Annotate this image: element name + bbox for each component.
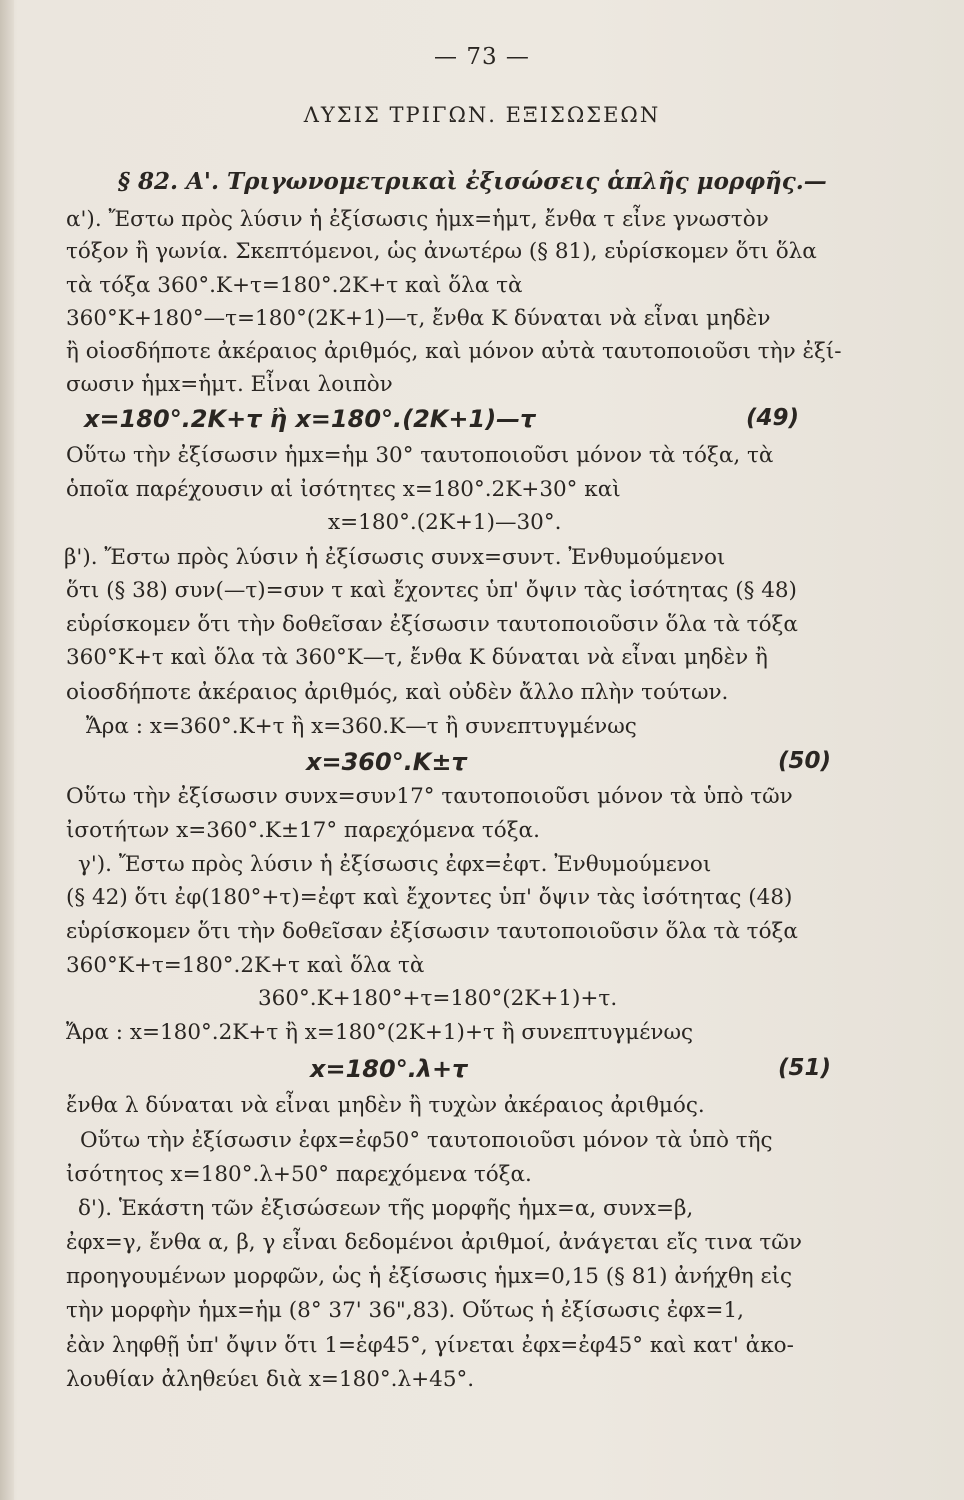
text-line: λουθίαν ἀληθεύει διὰ x=180°.λ+45°. xyxy=(66,1367,475,1392)
text-line: 360°.Κ+180°+τ=180°(2Κ+1)+τ. xyxy=(258,986,618,1011)
text-line: εὑρίσκομεν ὅτι τὴν δοθεῖσαν ἐξίσωσιν ταυτοποιοῦσιν ὅλα τὰ τόξα xyxy=(66,919,798,944)
text-line: Οὕτω τὴν ἐξίσωσιν συνx=συν17° ταυτοποιοῦσι μόνον τὰ ὑπὸ τῶν xyxy=(66,784,793,809)
page-number: — 73 — xyxy=(434,44,530,70)
equation-number-50: (50) xyxy=(778,748,832,774)
text-line: οἱοσδήποτε ἀκέραιος ἀριθμός, καὶ οὐδὲν ἄλλο πλὴν τούτων. xyxy=(66,680,729,705)
text-line: (§ 42) ὅτι ἐφ(180°+τ)=ἐφτ καὶ ἔχοντες ὑπ' ὄψιν τὰς ἰσότητας (48) xyxy=(66,885,793,910)
text-line: ἐφx=γ, ἔνθα α, β, γ εἶναι δεδομένοι ἀριθμοί, ἀνάγεται εἴς τινα τῶν xyxy=(66,1230,802,1255)
formula-50: x=360°.Κ±τ xyxy=(306,748,467,776)
text-line: ἢ οἱοσδήποτε ἀκέραιος ἀριθμός, καὶ μόνον αὐτὰ ταυτοποιοῦσι τὴν ἐξί- xyxy=(66,339,842,364)
text-line: 360°Κ+180°—τ=180°(2Κ+1)—τ, ἔνθα Κ δύναται νὰ εἶναι μηδὲν xyxy=(66,306,771,331)
text-line: δ'). Ἑκάστη τῶν ἐξισώσεων τῆς μορφῆς ἡμx=α, συνx=β, xyxy=(78,1196,694,1221)
text-line: Ἄρα : x=360°.Κ+τ ἢ x=360.Κ—τ ἢ συνεπτυγμένως xyxy=(86,714,637,739)
text-line: x=180°.(2Κ+1)—30°. xyxy=(328,510,562,535)
body-text xyxy=(66,0,886,1500)
text-line: Οὕτω τὴν ἐξίσωσιν ἡμx=ἡμ 30° ταυτοποιοῦσι μόνον τὰ τόξα, τὰ xyxy=(66,443,774,468)
formula-51: x=180°.λ+τ xyxy=(310,1055,468,1083)
text-line: ὅτι (§ 38) συν(—τ)=συν τ καὶ ἔχοντες ὑπ' ὄψιν τὰς ἰσότητας (§ 48) xyxy=(66,578,797,603)
text-line: ἐὰν ληφθῇ ὑπ' ὄψιν ὅτι 1=ἐφ45°, γίνεται ἐφx=ἐφ45° καὶ κατ' ἀκο- xyxy=(66,1333,794,1358)
text-line: Ἄρα : x=180°.2Κ+τ ἢ x=180°(2Κ+1)+τ ἢ συνεπτυγμένως xyxy=(66,1020,694,1045)
text-line: τὰ τόξα 360°.Κ+τ=180°.2Κ+τ καὶ ὅλα τὰ xyxy=(66,273,523,298)
text-line: ἰσοτήτων x=360°.Κ±17° παρεχόμενα τόξα. xyxy=(66,818,540,843)
running-title: ΛΥΣΙΣ ΤΡΙΓΩΝ. ΕΞΙΣΩΣΕΩΝ xyxy=(303,103,661,127)
text-line: Οὕτω τὴν ἐξίσωσιν ἐφx=ἐφ50° ταυτοποιοῦσι μόνον τὰ ὑπὸ τῆς xyxy=(80,1128,773,1153)
text-line: β'). Ἔστω πρὸς λύσιν ἡ ἐξίσωσις συνx=συντ. Ἐνθυμούμενοι xyxy=(64,545,726,570)
section-heading: § 82. Α'. Τριγωνομετρικαὶ ἐξισώσεις ἁπλῆς μορφῆς.— xyxy=(118,168,827,195)
equation-number-51: (51) xyxy=(778,1055,832,1081)
text-line: α'). Ἔστω πρὸς λύσιν ἡ ἐξίσωσις ἡμx=ἡμτ, ἔνθα τ εἶνε γνωστὸν xyxy=(66,207,769,232)
text-line: γ'). Ἔστω πρὸς λύσιν ἡ ἐξίσωσις ἐφx=ἐφτ. Ἐνθυμούμενοι xyxy=(78,852,712,877)
page-binding-edge xyxy=(0,0,14,1500)
text-line: ἔνθα λ δύναται νὰ εἶναι μηδὲν ἢ τυχὼν ἀκέραιος ἀριθμός. xyxy=(66,1093,705,1118)
text-line: τόξον ἢ γωνία. Σκεπτόμενοι, ὡς ἀνωτέρω (§ 81), εὑρίσκομεν ὅτι ὅλα xyxy=(66,239,817,264)
equation-number-49: (49) xyxy=(746,405,800,431)
text-line: εὑρίσκομεν ὅτι τὴν δοθεῖσαν ἐξίσωσιν ταυτοποιοῦσιν ὅλα τὰ τόξα xyxy=(66,612,798,637)
text-line: σωσιν ἡμx=ἡμτ. Εἶναι λοιπὸν xyxy=(66,372,393,397)
text-line: 360°Κ+τ=180°.2Κ+τ καὶ ὅλα τὰ xyxy=(66,953,425,978)
text-line: ὁποῖα παρέχουσιν αἱ ἰσότητες x=180°.2Κ+30° καὶ xyxy=(66,477,621,502)
text-line: ἰσότητος x=180°.λ+50° παρεχόμενα τόξα. xyxy=(66,1162,532,1187)
text-line: τὴν μορφὴν ἡμx=ἡμ (8° 37' 36",83). Οὕτως ἡ ἐξίσωσις ἐφx=1, xyxy=(66,1298,744,1323)
text-line: προηγουμένων μορφῶν, ὡς ἡ ἐξίσωσις ἡμx=0,15 (§ 81) ἀνήχθη εἰς xyxy=(66,1264,793,1289)
formula-49: x=180°.2Κ+τ ἢ x=180°.(2Κ+1)—τ xyxy=(84,405,536,433)
text-line: 360°Κ+τ καὶ ὅλα τὰ 360°Κ—τ, ἔνθα Κ δύναται νὰ εἶναι μηδὲν ἢ xyxy=(66,645,768,670)
